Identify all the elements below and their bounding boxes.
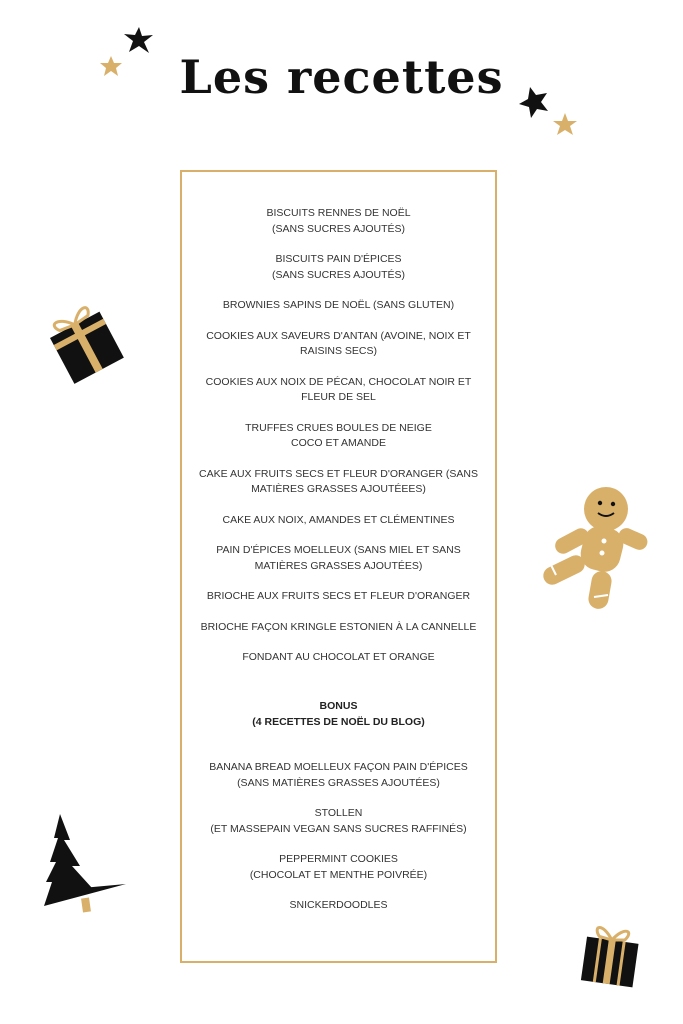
stars-icon [518,85,580,139]
list-item: STOLLEN (ET MASSEPAIN VEGAN SANS SUCRES RAFFINÉS) [210,807,467,835]
bonus-recipe-list [188,760,489,929]
list-item: TRUFFES CRUES BOULES DE NEIGE COCO ET AMANDE [245,421,432,449]
list-item: CAKE AUX NOIX, AMANDES ET CLÉMENTINES [222,513,455,526]
bonus-heading: BONUS (4 RECETTES DE NOËL DU BLOG) [252,700,425,728]
recipe-list [188,206,489,681]
gift-icon [44,296,128,384]
christmas-tree-icon [42,812,128,916]
list-item: BROWNIES SAPINS DE NOËL (SANS GLUTEN) [222,299,455,311]
list-item: PAIN D'ÉPICES MOELLEUX (SANS MIEL ET SANS MATIÈRES GRASSES AJOUTÉES) [216,544,461,572]
stars-icon [98,25,156,81]
gift-icon [578,920,642,988]
list-item: SNICKERDOODLES [289,899,388,911]
list-item: BRIOCHE AUX FRUITS SECS ET FLEUR D'ORANGER [206,590,471,602]
list-item: COOKIES AUX SAVEURS D'ANTAN (AVOINE, NOIX ET RAISINS SECS) [206,329,471,357]
list-item: BISCUITS RENNES DE NOËL (SANS SUCRES AJOUTÉS) [266,207,411,235]
list-item: CAKE AUX FRUITS SECS ET FLEUR D'ORANGER (SANS MATIÈRES GRASSES AJOUTÉEES) [199,467,478,495]
page-title: Les recettes [179,50,504,104]
list-item: PEPPERMINT COOKIES (CHOCOLAT ET MENTHE POIVRÉE) [249,853,428,881]
list-item: BRIOCHE FAÇON KRINGLE ESTONIEN À LA CANNELLE [200,620,477,633]
gingerbread-man-icon [540,483,650,611]
list-item: COOKIES AUX NOIX DE PÉCAN, CHOCOLAT NOIR ET FLEUR DE SEL [205,375,472,403]
list-item: BANANA BREAD MOELLEUX FAÇON PAIN D'ÉPICES (SANS MATIÈRES GRASSES AJOUTÉES) [209,761,468,789]
list-item: FONDANT AU CHOCOLAT ET ORANGE [242,651,435,663]
list-item: BISCUITS PAIN D'ÉPICES (SANS SUCRES AJOUTÉS) [271,253,406,281]
